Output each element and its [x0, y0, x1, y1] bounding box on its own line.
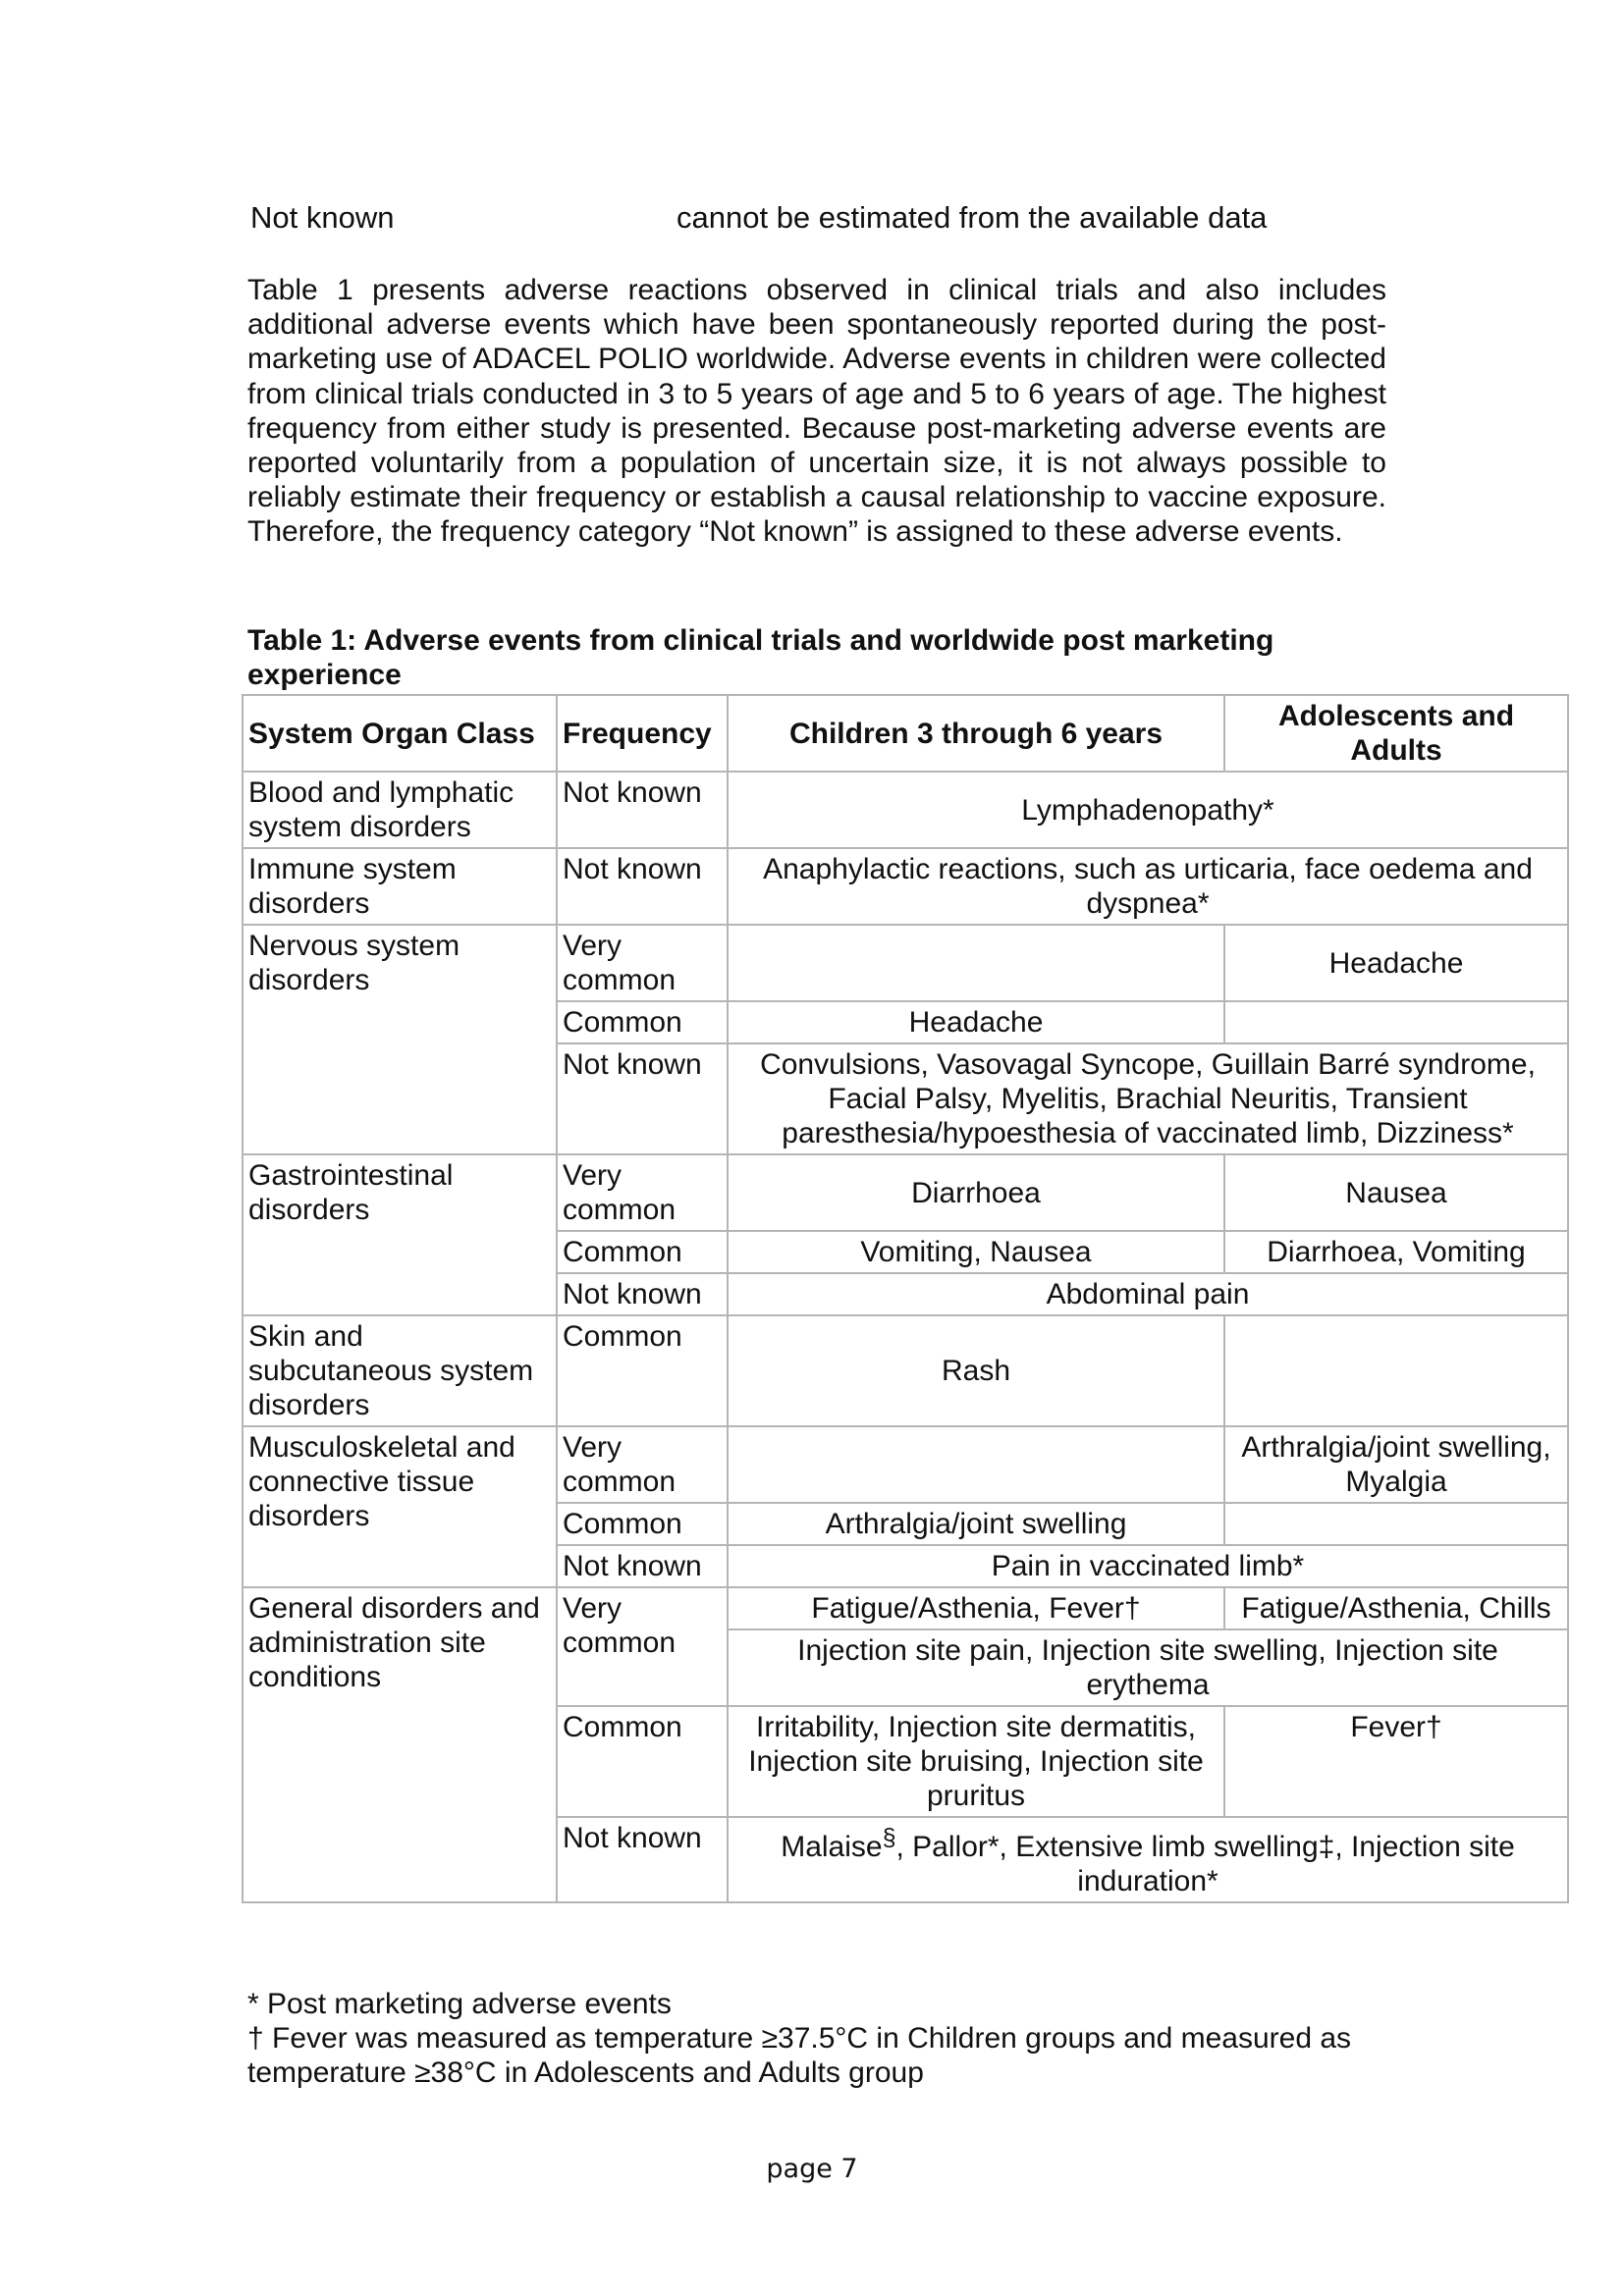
children-cell: Arthralgia/joint swelling — [728, 1503, 1224, 1545]
table-row — [243, 925, 1568, 1001]
adults-cell: Fatigue/Asthenia, Chills — [1224, 1587, 1568, 1629]
frequency-cell: Very common — [557, 925, 728, 1001]
event-cell: Abdominal pain — [728, 1273, 1568, 1315]
adults-cell: Diarrhoea, Vomiting — [1224, 1231, 1568, 1273]
event-cell: Anaphylactic reactions, such as urticaria, face oedema and dyspnea* — [728, 848, 1568, 925]
children-cell — [728, 1426, 1224, 1503]
event-cell: Pain in vaccinated limb* — [728, 1545, 1568, 1587]
intro-paragraph: Table 1 presents adverse reactions observed in clinical trials and also includes additional adverse events which have been spontaneously reported during the post-marketing use of ADACEL POLIO worldwide. Adverse events in children were collected from clinical trials conducted in 3 to 5 years of age and 5 to 6 years of age. The highest frequency from either study is presented. Because post-marketing adverse events are reported voluntarily from a population of uncertain size, it is not always possible to reliably estimate their frequency or establish a causal relationship to vaccine exposure. Therefore, the frequency category “Not known” is assigned to these adverse events. — [247, 274, 1386, 549]
adverse-events-table — [242, 694, 1569, 1903]
soc-cell: Gastrointestinal disorders — [243, 1154, 557, 1315]
children-cell: Vomiting, Nausea — [728, 1231, 1224, 1273]
adults-cell: Fever† — [1224, 1706, 1568, 1817]
frequency-cell: Not known — [557, 1273, 728, 1315]
section-sign: § — [882, 1824, 896, 1851]
header-children: Children 3 through 6 years — [728, 695, 1224, 772]
table-header-row — [243, 695, 1568, 772]
adults-cell: Headache — [1224, 925, 1568, 1001]
frequency-term: Not known — [250, 200, 395, 235]
soc-cell: Immune system disorders — [243, 848, 557, 925]
table-row — [243, 772, 1568, 848]
soc-cell: General disorders and administration site conditions — [243, 1587, 557, 1902]
frequency-cell: Very common — [557, 1587, 728, 1706]
frequency-cell: Not known — [557, 1817, 728, 1902]
event-text: , Pallor*, Extensive limb swelling‡, Injection site induration* — [895, 1831, 1515, 1897]
footnote-fever: † Fever was measured as temperature ≥37.5°C in Children groups and measured as temperature ≥38°C in Adolescents and Adults group — [247, 2022, 1352, 2089]
children-cell: Diarrhoea — [728, 1154, 1224, 1231]
frequency-cell: Not known — [557, 772, 728, 848]
header-adults: Adolescents and Adults — [1224, 695, 1568, 772]
adults-cell — [1224, 1503, 1568, 1545]
children-cell: Rash — [728, 1315, 1224, 1426]
header-system-organ-class: System Organ Class — [243, 695, 557, 772]
event-cell: Convulsions, Vasovagal Syncope, Guillain Barré syndrome, Facial Palsy, Myelitis, Brachial Neuritis, Transient paresthesia/hypoesthesia of vaccinated limb, Dizziness* — [728, 1043, 1568, 1154]
frequency-cell: Very common — [557, 1154, 728, 1231]
header-frequency: Frequency — [557, 695, 728, 772]
frequency-definition: cannot be estimated from the available data — [677, 200, 1268, 235]
frequency-cell: Common — [557, 1706, 728, 1817]
table-row — [243, 1587, 1568, 1629]
frequency-cell: Common — [557, 1001, 728, 1043]
adults-cell — [1224, 1001, 1568, 1043]
footnote-post-marketing: * Post marketing adverse events — [247, 1988, 672, 2020]
soc-cell: Skin and subcutaneous system disorders — [243, 1315, 557, 1426]
soc-cell: Blood and lymphatic system disorders — [243, 772, 557, 848]
page-number: page 7 — [766, 2154, 858, 2184]
frequency-cell: Not known — [557, 848, 728, 925]
frequency-cell: Not known — [557, 1043, 728, 1154]
event-cell — [728, 1817, 1568, 1902]
soc-cell: Musculoskeletal and connective tissue disorders — [243, 1426, 557, 1587]
table-row — [243, 848, 1568, 925]
frequency-cell: Not known — [557, 1545, 728, 1587]
frequency-cell: Common — [557, 1315, 728, 1426]
table-row — [243, 1315, 1568, 1426]
adults-cell — [1224, 1315, 1568, 1426]
children-cell: Headache — [728, 1001, 1224, 1043]
children-cell: Fatigue/Asthenia, Fever† — [728, 1587, 1224, 1629]
adults-cell: Arthralgia/joint swelling, Myalgia — [1224, 1426, 1568, 1503]
table-caption: Table 1: Adverse events from clinical trials and worldwide post marketing experience — [247, 624, 1274, 691]
adults-cell: Nausea — [1224, 1154, 1568, 1231]
event-cell: Injection site pain, Injection site swelling, Injection site erythema — [728, 1629, 1568, 1706]
soc-cell: Nervous system disorders — [243, 925, 557, 1154]
children-cell: Irritability, Injection site dermatitis, Injection site bruising, Injection site pruritus — [728, 1706, 1224, 1817]
frequency-cell: Common — [557, 1231, 728, 1273]
table-row — [243, 1154, 1568, 1231]
event-cell: Lymphadenopathy* — [728, 772, 1568, 848]
frequency-cell: Common — [557, 1503, 728, 1545]
malaise-text: Malaise — [781, 1831, 883, 1863]
table-row — [243, 1426, 1568, 1503]
frequency-cell: Very common — [557, 1426, 728, 1503]
children-cell — [728, 925, 1224, 1001]
